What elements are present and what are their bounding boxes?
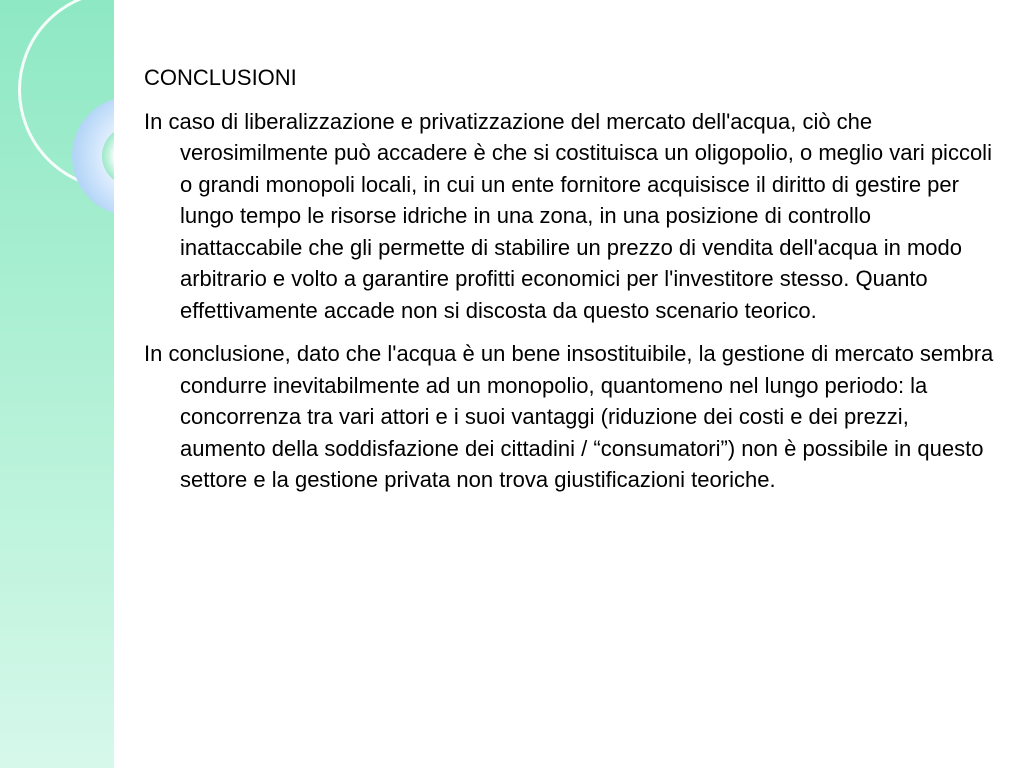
slide-content <box>144 62 994 508</box>
paragraph-liberalization: In caso di liberalizzazione e privatizzazione del mercato dell'acqua, ciò che verosimilmente può accadere è che si costituisca un oligopolio, o meglio vari piccoli o grandi monopoli locali, in cui un ente fornitore acquisisce il diritto di gestire per lungo tempo le risorse idriche in una zona, in una posizione di controllo inattaccabile che gli permette di stabilire un prezzo di vendita dell'acqua in modo arbitrario e volto a garantire profitti economici per l'investitore stesso. Quanto effettivamente accade non si discosta da questo scenario teorico. <box>144 108 992 323</box>
paragraph-conclusion: In conclusione, dato che l'acqua è un bene insostituibile, la gestione di mercato sembra condurre inevitabilmente ad un monopolio, quantomeno nel lungo periodo: la concorrenza tra vari attori e i suoi vantaggi (riduzione dei costi e dei prezzi, aumento della soddisfazione dei cittadini / “consumatori”) non è possibile in questo settore e la gestione privata non trova giustificazioni teoriche. <box>144 341 994 492</box>
decorative-side-band <box>0 0 114 768</box>
slide-heading: CONCLUSIONI <box>144 65 297 90</box>
